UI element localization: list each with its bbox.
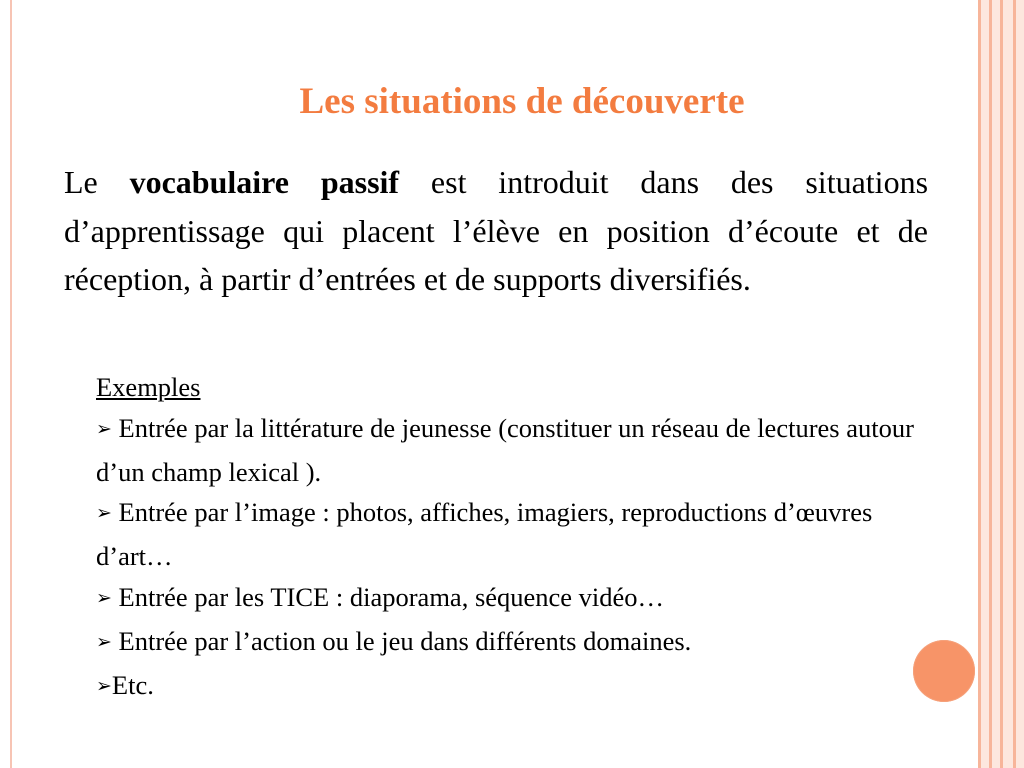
- examples-heading: Exemples: [96, 372, 201, 402]
- list-item: [96, 492, 916, 577]
- list-item-text: Entrée par les TICE : diaporama, séquence vidéo…: [111, 581, 665, 612]
- arrow-bullet-icon: ➢: [96, 674, 112, 697]
- intro-text-after: est introduit dans des situations d’apprentissage qui placent l’élève en position d’écoute et de réception, à partir d’entrées et de supports diversifiés.: [64, 164, 929, 297]
- arrow-bullet-icon: ➢: [96, 630, 112, 653]
- intro-text-before: Le: [64, 164, 130, 200]
- intro-bold-term: vocabulaire passif: [129, 164, 400, 200]
- arrow-bullet-icon: ➢: [96, 586, 112, 609]
- list-item: [96, 665, 916, 709]
- list-item-text: Etc.: [111, 669, 154, 700]
- list-item: [96, 621, 916, 665]
- list-item-text: Entrée par la littérature de jeunesse (constituer un réseau de lectures autour d’un champ lexical ).: [96, 412, 914, 487]
- decorative-circle: [913, 640, 975, 702]
- slide-title: Les situations de découverte: [299, 81, 745, 122]
- list-item: [96, 408, 916, 493]
- arrow-bullet-icon: ➢: [96, 417, 112, 440]
- examples-block: [96, 367, 916, 708]
- list-item-text: Entrée par l’image : photos, affiches, imagiers, reproductions d’œuvres d’art…: [96, 497, 873, 572]
- list-item-text: Entrée par l’action ou le jeu dans différents domaines.: [111, 625, 692, 656]
- examples-heading-line: [96, 367, 916, 408]
- list-item: [96, 577, 916, 621]
- arrow-bullet-icon: ➢: [96, 502, 112, 525]
- intro-paragraph: [64, 158, 928, 304]
